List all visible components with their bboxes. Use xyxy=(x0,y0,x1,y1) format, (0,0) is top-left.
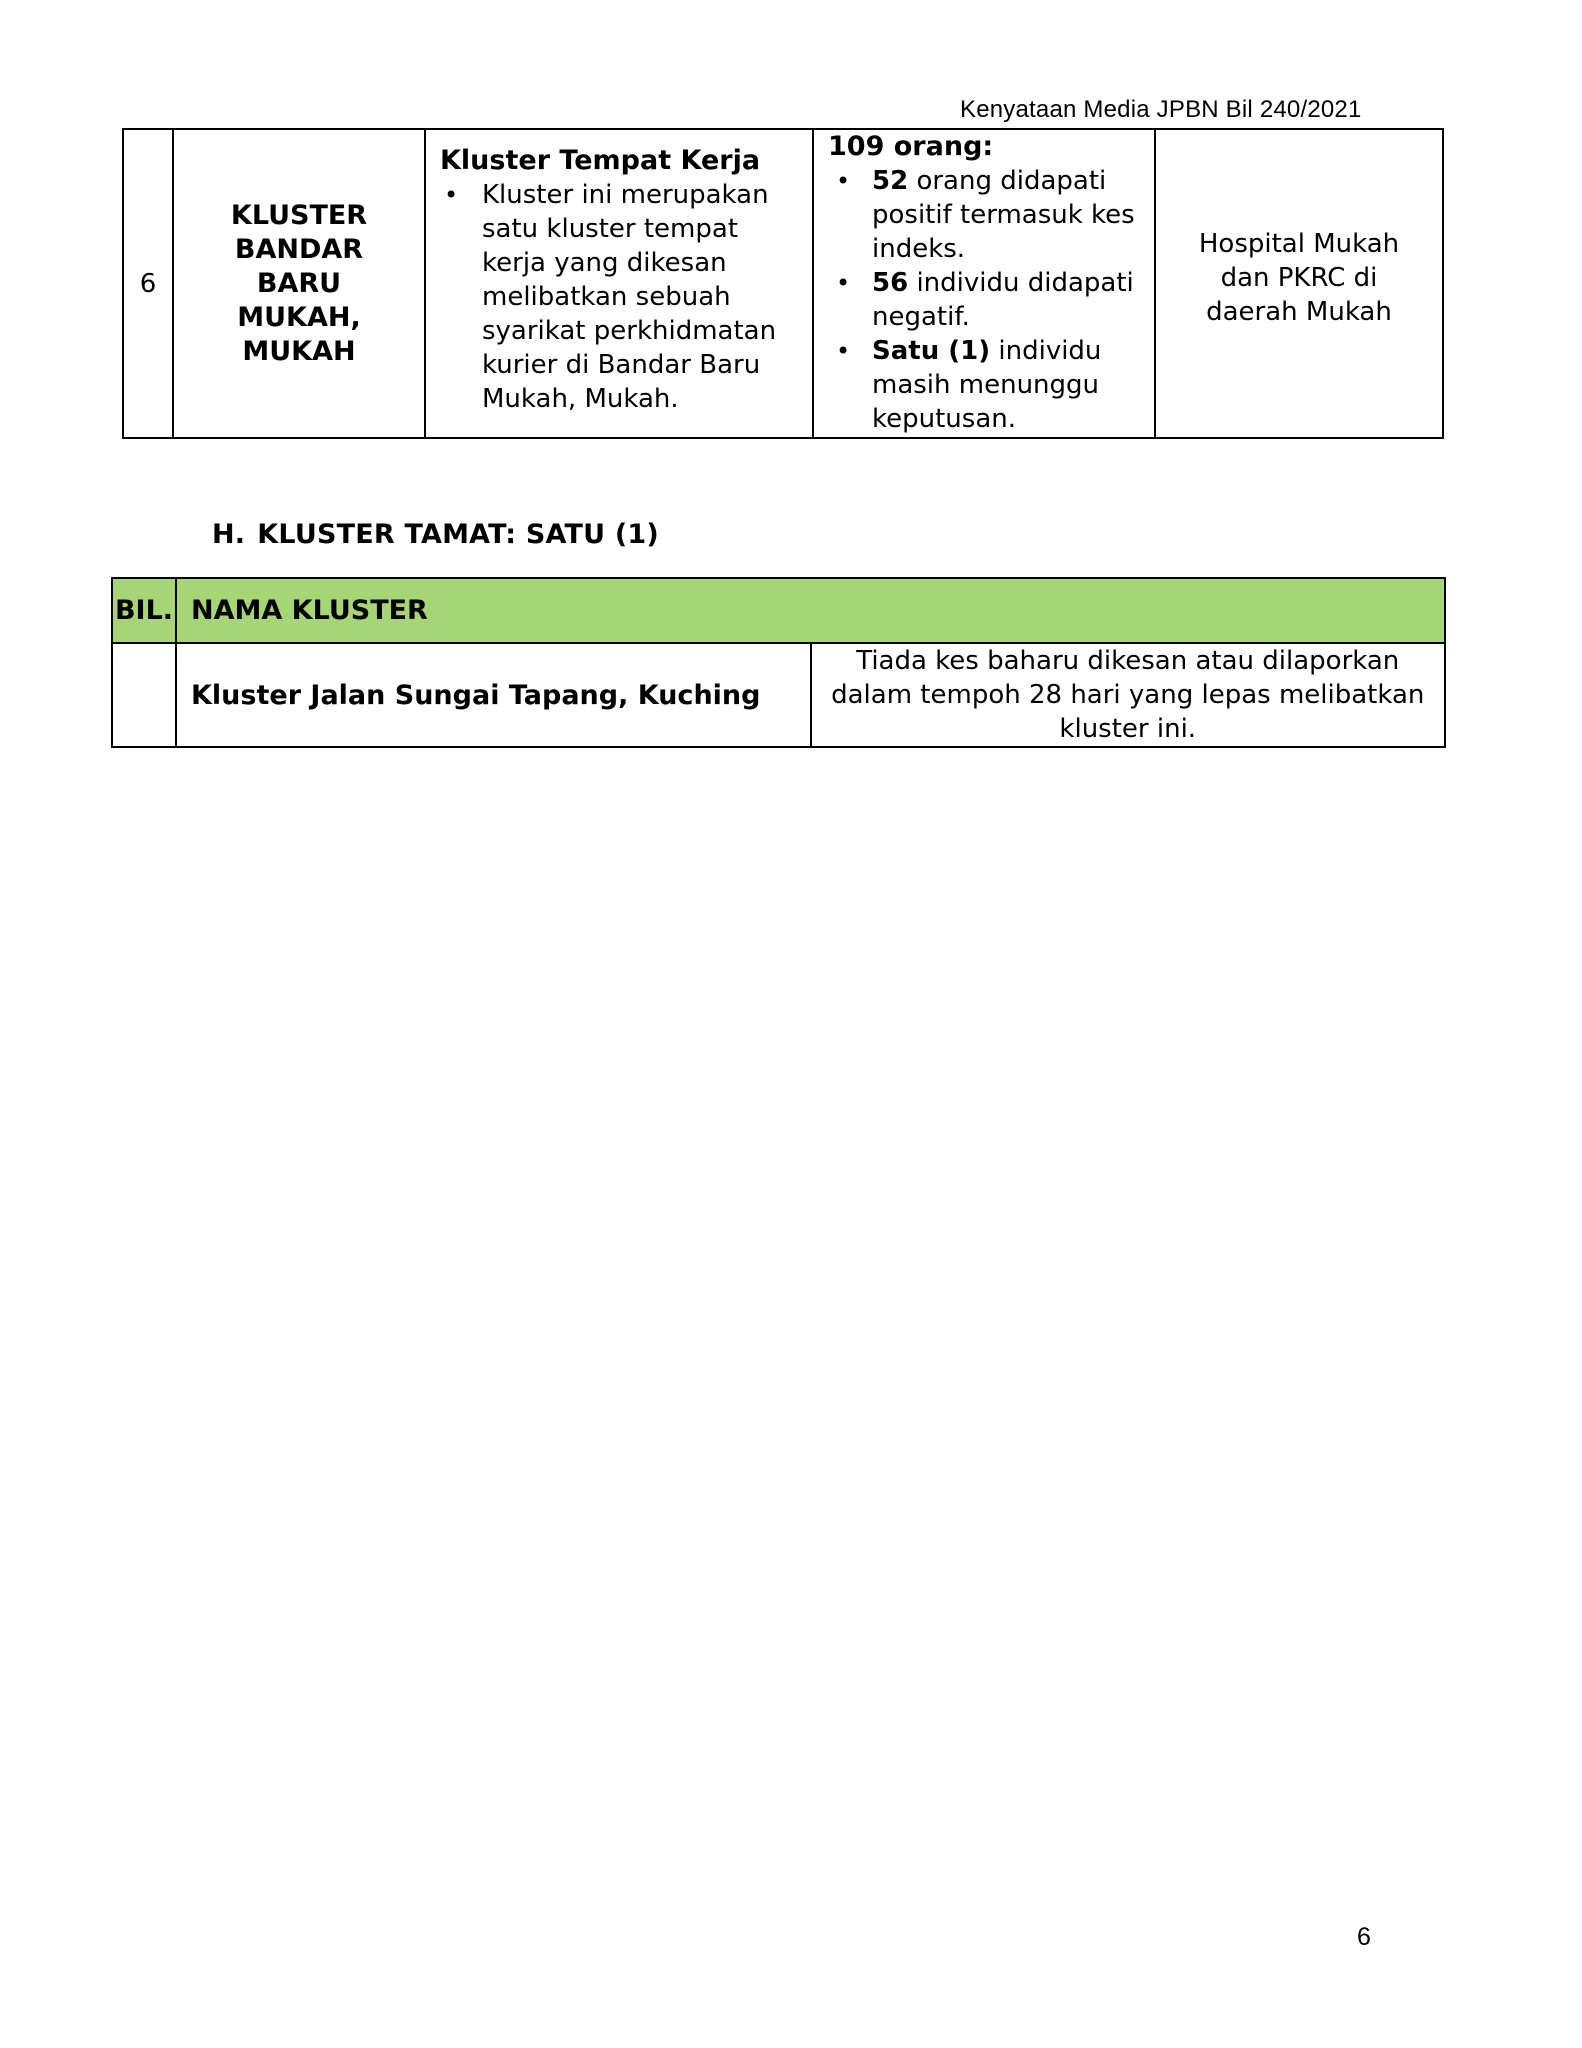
pending-count: Satu (1) xyxy=(872,336,991,366)
list-item xyxy=(828,334,1144,436)
bullet-icon: • xyxy=(836,167,851,195)
list-item xyxy=(440,178,802,416)
bullet-icon: • xyxy=(836,337,851,365)
cluster-type-title: Kluster Tempat Kerja xyxy=(440,145,761,176)
ended-cluster-table xyxy=(111,577,1446,748)
description-list xyxy=(440,178,802,416)
column-header-name: NAMA KLUSTER xyxy=(176,578,1445,643)
positive-count: 52 xyxy=(872,166,909,196)
list-item xyxy=(828,266,1144,334)
bullet-icon: • xyxy=(836,269,851,297)
section-heading xyxy=(212,519,659,550)
table-row xyxy=(112,643,1445,747)
document-reference: Kenyataan Media JPBN Bil 240/2021 xyxy=(960,96,1362,123)
active-cluster-table xyxy=(122,128,1444,439)
cluster-name-line: BANDAR BARU xyxy=(234,233,364,299)
bullet-icon: • xyxy=(444,181,459,209)
cluster-name-line: KLUSTER xyxy=(230,199,368,231)
negative-text: individu didapati negatif. xyxy=(872,268,1134,332)
cluster-name-line: MUKAH, xyxy=(237,301,361,333)
cluster-name xyxy=(173,129,425,438)
section-letter: H. xyxy=(212,519,246,550)
cluster-statistics xyxy=(813,129,1155,438)
row-bil xyxy=(112,643,176,747)
positive-text: orang didapati positif termasuk kes indeks. xyxy=(872,166,1135,264)
statistics-list xyxy=(828,164,1144,436)
screened-total: 109 orang: xyxy=(828,131,994,162)
cluster-description xyxy=(425,129,813,438)
ended-cluster-status: Tiada kes baharu dikesan atau dilaporkan dalam tempoh 28 hari yang lepas melibatkan kluster ini. xyxy=(811,643,1446,747)
table-header-row xyxy=(112,578,1445,643)
row-number: 6 xyxy=(123,129,173,438)
section-title: KLUSTER TAMAT: SATU (1) xyxy=(257,519,659,550)
description-text: Kluster ini merupakan satu kluster tempat kerja yang dikesan melibatkan sebuah syarikat perkhidmatan kurier di Bandar Baru Mukah, Mukah. xyxy=(482,180,777,414)
table-row xyxy=(123,129,1443,438)
cluster-name-line: MUKAH xyxy=(242,335,356,367)
pending-text: individu masih menunggu keputusan. xyxy=(872,336,1102,434)
negative-count: 56 xyxy=(872,268,909,298)
page-number: 6 xyxy=(1357,1923,1371,1951)
ended-cluster-name: Kluster Jalan Sungai Tapang, Kuching xyxy=(176,643,811,747)
treatment-location: Hospital Mukah dan PKRC di daerah Mukah xyxy=(1155,129,1443,438)
column-header-bil: BIL. xyxy=(112,578,176,643)
list-item xyxy=(828,164,1144,266)
